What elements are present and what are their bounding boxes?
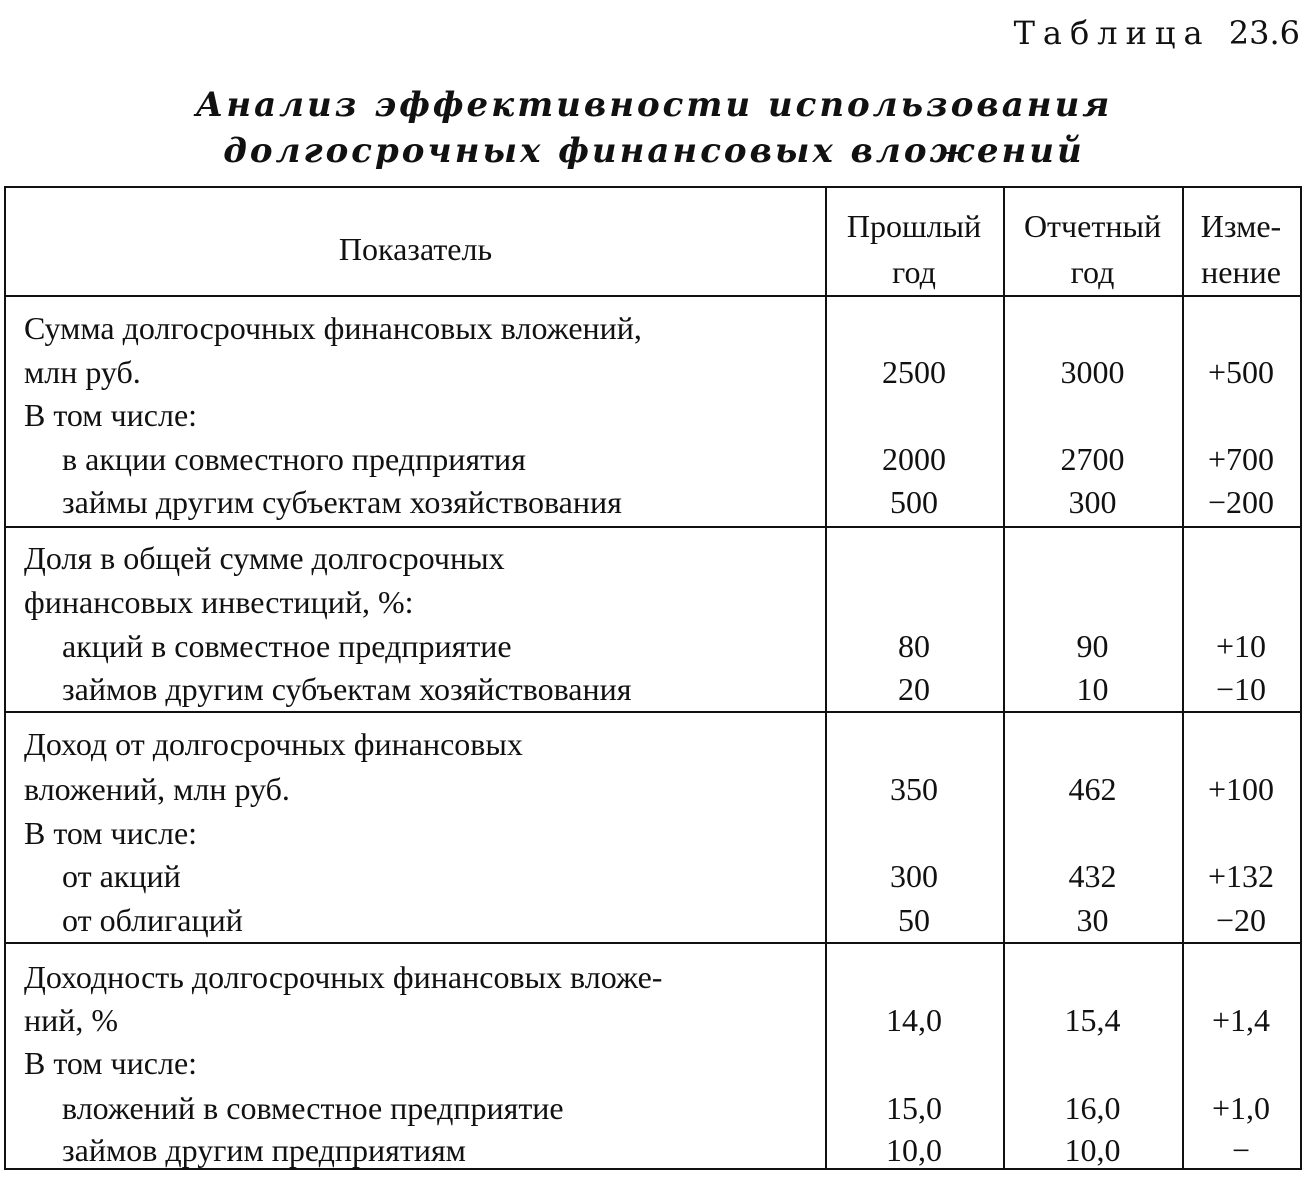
header-curr-line2: год [1070,254,1115,290]
table-row-change: −20 [1215,902,1267,938]
table-row-label: акций в совместное предприятие [62,628,512,664]
section4-sub-label: В том числе: [24,1045,198,1081]
section4-title-line1: Доходность долгосрочных финансовых вложе- [24,959,663,995]
table-row-curr: 30 [1076,902,1109,938]
table-row-change: − [1231,1132,1251,1168]
header-indicator: Показатель [338,231,493,267]
table-row-prev: 50 [898,902,930,938]
table-row-prev: 500 [890,484,938,520]
table-row-curr: 300 [1068,484,1117,520]
table-row-prev: 10,0 [886,1132,942,1168]
table-row-label: займов другим предприятиям [62,1132,466,1168]
section2-title-line1: Доля в общей сумме долгосрочных [24,540,505,576]
section2-title-line2: финансовых инвестиций, %: [24,584,414,620]
table-title-line2: долгосрочных финансовых вложений [223,131,1085,171]
section3-sub-label: В том числе: [24,815,198,851]
section3-title-line1: Доход от долгосрочных финансовых [24,726,523,762]
table-row-label: в акции совместного предприятия [62,441,526,477]
table-row-label: от облигаций [62,902,243,938]
table-title-line1: Анализ эффективности использования [195,85,1113,125]
table-label-word: Таблица [1013,14,1211,52]
section3-prev-value: 350 [890,771,938,807]
header-change-line1: Изме- [1200,208,1282,244]
section1-curr-value: 3000 [1060,354,1125,390]
section1-prev-value: 2500 [882,354,946,390]
header-change-line2: нение [1201,254,1281,290]
table-row-curr: 2700 [1060,441,1125,477]
table-row-prev: 80 [898,628,930,664]
header-prev-line1: Прошлый [846,208,982,244]
data-table [4,186,1302,1170]
header-curr-line1: Отчетный [1023,208,1162,244]
header-prev-line2: год [892,254,936,290]
table-row-curr: 16,0 [1064,1090,1121,1126]
table-row-change: −200 [1207,484,1275,520]
row-divider [6,711,1300,713]
table-row-change: +132 [1207,858,1275,894]
table-row-prev: 15,0 [886,1090,942,1126]
table-row-change: +10 [1215,628,1267,664]
table-label-number: 23.6 [1228,14,1300,52]
table-row-change: +700 [1207,441,1275,477]
section4-title-line2: ний, % [24,1002,119,1038]
section4-prev-value: 14,0 [886,1002,942,1038]
section1-sub-label: В том числе: [24,397,198,433]
table-label [1014,14,1300,52]
section4-change-value: +1,4 [1211,1002,1271,1038]
section1-change-value: +500 [1207,354,1275,390]
section4-curr-value: 15,4 [1064,1002,1121,1038]
section1-title-line2: млн руб. [24,354,141,390]
table-row-change: +1,0 [1211,1090,1271,1126]
row-divider [6,942,1300,944]
section3-title-line2: вложений, млн руб. [24,771,290,807]
table-row-label: вложений в совместное предприятие [62,1090,564,1126]
table-row-change: −10 [1215,671,1267,707]
section1-title-line1: Сумма долгосрочных финансовых вложений, [24,310,642,346]
table-row-curr: 10 [1076,671,1109,707]
table-row-curr: 10,0 [1064,1132,1121,1168]
table-row-curr: 432 [1068,858,1117,894]
table-row-prev: 2000 [882,441,946,477]
table-row-label: от акций [62,858,181,894]
section3-curr-value: 462 [1068,771,1117,807]
table-row-curr: 90 [1076,628,1109,664]
row-divider [6,295,1300,297]
table-row-prev: 300 [890,858,938,894]
table-row-prev: 20 [898,671,930,707]
section3-change-value: +100 [1207,771,1275,807]
table-row-label: займов другим субъектам хозяйствования [62,671,632,707]
table-row-label: займы другим субъектам хозяйствования [62,484,622,520]
row-divider [6,526,1300,528]
